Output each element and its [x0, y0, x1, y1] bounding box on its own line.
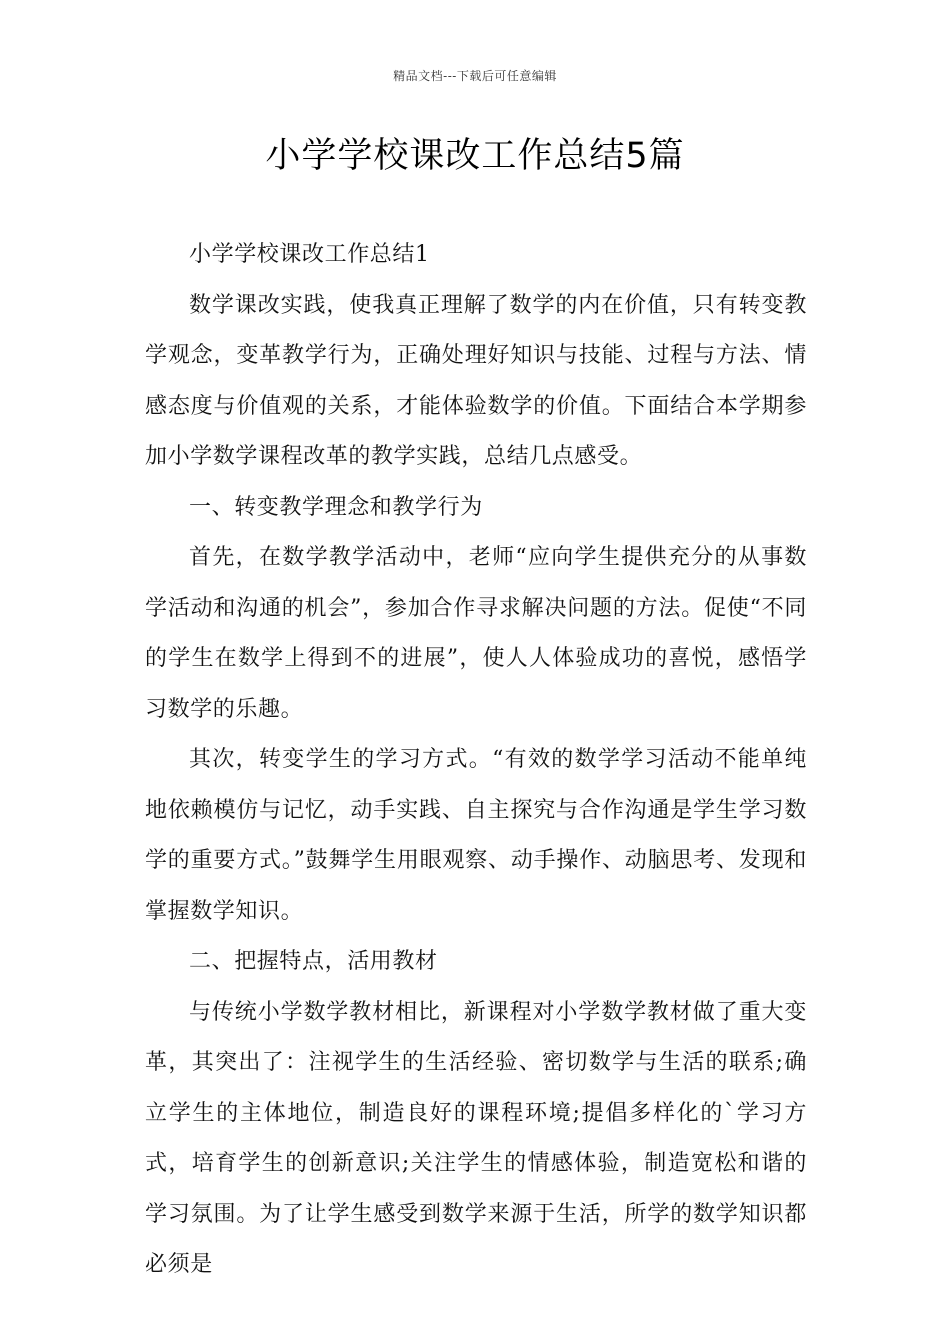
document-title: 小学学校课改工作总结5篇 — [265, 136, 685, 176]
document-body — [145, 230, 807, 1291]
paragraph: 首先，在数学教学活动中，老师“应向学生提供充分的从事数学活动和沟通的机会”，参加合作寻求解决问题的方法。促使“不同的学生在数学上得到不的进展”，使人人体验成功的喜悦，感悟学习数学的乐趣。 — [145, 545, 807, 722]
section-heading: 一、转变教学理念和教学行为 — [189, 494, 483, 520]
header-note: 精品文档---下载后可任意编辑 — [393, 69, 557, 83]
paragraph: 与传统小学数学教材相比，新课程对小学数学教材做了重大变革，其突出了：注视学生的生活经验、密切数学与生活的联系;确立学生的主体地位，制造良好的课程环境;提倡多样化的`学习方式，培育学生的创新意识;关注学生的情感体验，制造宽松和谐的学习氛围。为了让学生感受到数学来源于生活，所学的数学知识都必须是 — [145, 999, 807, 1277]
section-heading: 二、把握特点，活用教材 — [189, 949, 438, 974]
paragraph: 数学课改实践，使我真正理解了数学的内在价值，只有转变教学观念，变革教学行为，正确处理好知识与技能、过程与方法、情感态度与价值观的关系，才能体验数学的价值。下面结合本学期参加小学数学课程改革的教学实践，总结几点感受。 — [145, 292, 807, 469]
paragraph: 其次，转变学生的学习方式。“有效的数学学习活动不能单纯地依赖模仿与记忆，动手实践、自主探究与合作沟通是学生学习数学的重要方式。”鼓舞学生用眼观察、动手操作、动脑思考、发现和掌握数学知识。 — [145, 747, 807, 924]
section-subtitle: 小学学校课改工作总结1 — [189, 242, 430, 267]
